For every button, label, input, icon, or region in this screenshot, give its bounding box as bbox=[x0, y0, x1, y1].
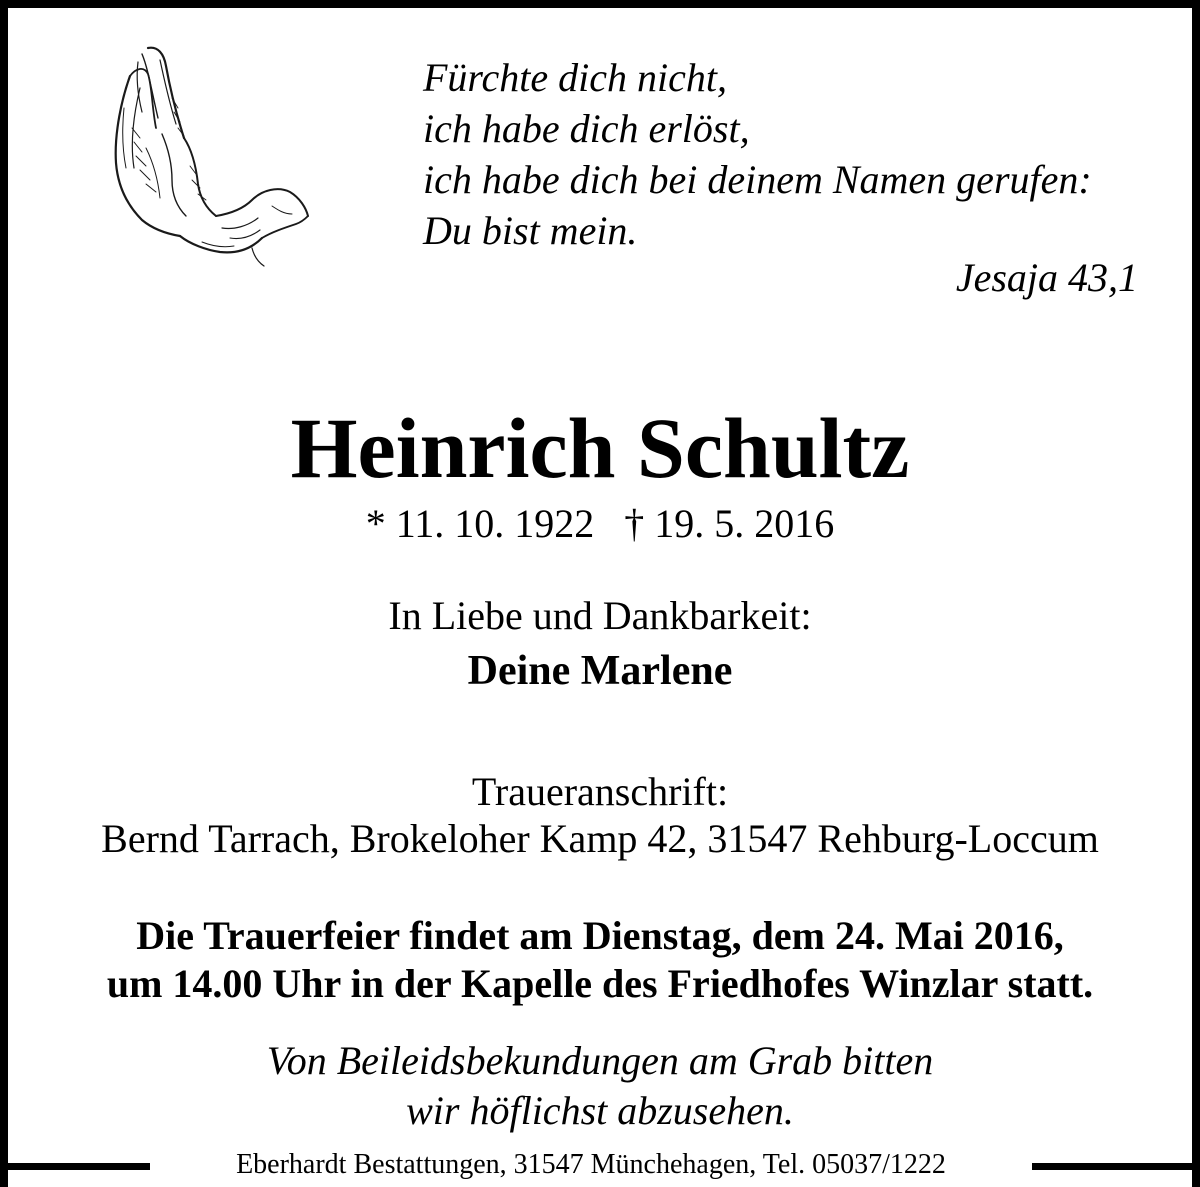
verse-line: Fürchte dich nicht, bbox=[423, 55, 727, 100]
mourner-signature: Deine Marlene bbox=[467, 648, 733, 694]
ceremony-line: um 14.00 Uhr in der Kapelle des Friedhofes Winzlar statt. bbox=[106, 961, 1094, 1006]
footer-rule-left bbox=[0, 1163, 150, 1170]
verse-reference: Jesaja 43,1 bbox=[955, 255, 1138, 300]
verse-line: ich habe dich erlöst, bbox=[423, 106, 750, 151]
footer-rule-right bbox=[1032, 1163, 1200, 1170]
ceremony-announcement bbox=[0, 912, 1200, 1008]
mourning-address-label: Traueranschrift: bbox=[471, 769, 729, 814]
verse-line: Du bist mein. bbox=[423, 208, 638, 253]
condolence-line: Von Beileidsbekundungen am Grab bitten bbox=[266, 1038, 934, 1083]
death-date: † 19. 5. 2016 bbox=[624, 501, 835, 546]
praying-hands-icon bbox=[102, 38, 317, 270]
condolence-line: wir höflichst abzusehen. bbox=[406, 1088, 794, 1133]
condolence-note bbox=[0, 1036, 1200, 1136]
ceremony-line: Die Trauerfeier findet am Dienstag, dem 24. Mai 2016, bbox=[136, 913, 1064, 958]
bible-verse bbox=[423, 52, 1092, 256]
birth-date: * 11. 10. 1922 bbox=[365, 501, 595, 546]
dedication-text: In Liebe und Dankbarkeit: bbox=[388, 593, 812, 638]
life-dates bbox=[0, 500, 1200, 548]
deceased-name: Heinrich Schultz bbox=[290, 400, 910, 496]
verse-line: ich habe dich bei deinem Namen gerufen: bbox=[423, 157, 1092, 202]
mourning-address: Bernd Tarrach, Brokeloher Kamp 42, 31547 Rehburg-Loccum bbox=[101, 816, 1099, 861]
funeral-home-footer: Eberhardt Bestattungen, 31547 Münchehagen, Tel. 05037/1222 bbox=[236, 1149, 946, 1180]
